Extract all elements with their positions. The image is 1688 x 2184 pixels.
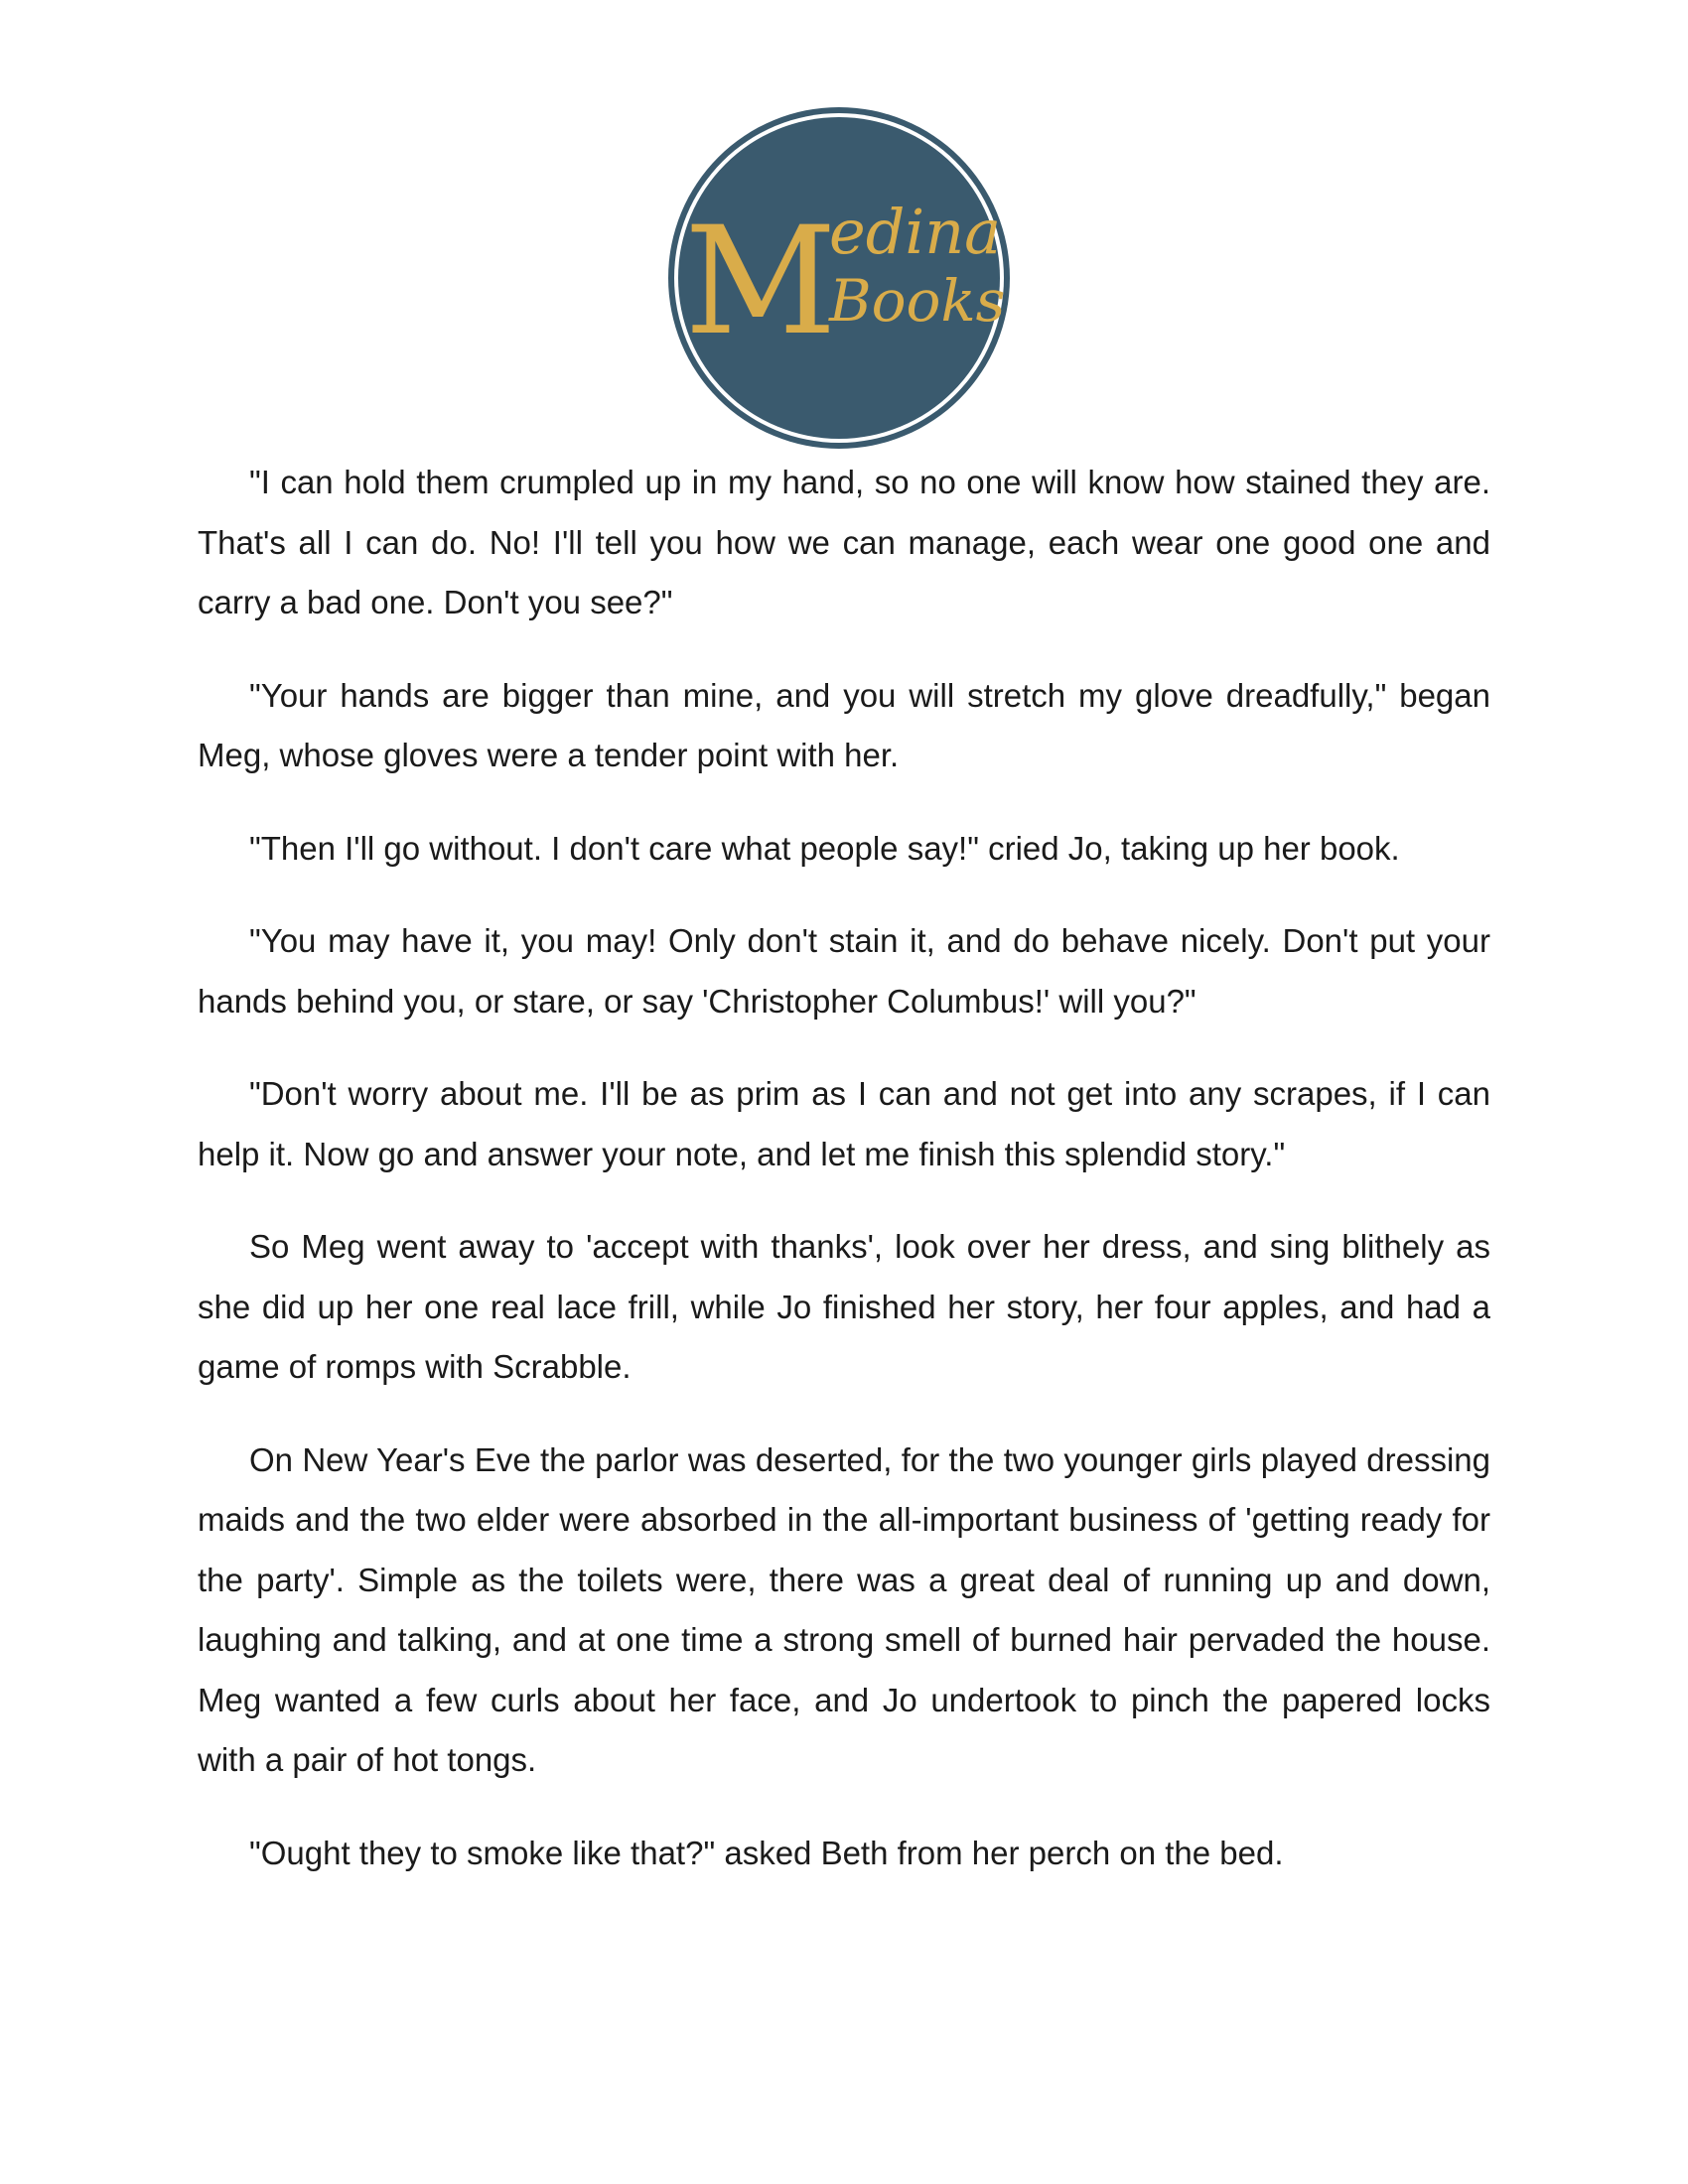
paragraph: "Your hands are bigger than mine, and you will stretch my glove dreadfully," began Meg, whose gloves were a tender point with her. [198, 676, 1490, 773]
paragraph: On New Year's Eve the parlor was deserted, for the two younger girls played dressing maids and the two elder were absorbed in the all-important business of 'getting ready for the party'. Simple as the toilets were, there was a great deal of running up and down, laughing and talking, and at one time a strong smell of burned hair pervaded the house. Meg wanted a few curls about her face, and Jo undertook to pinch the papered locks with a pair of hot tongs. [198, 1440, 1490, 1778]
paragraph: So Meg went away to 'accept with thanks', look over her dress, and sing blithely as she did up her one real lace frill, while Jo finished her story, her four apples, and had a game of romps with Scrabble. [198, 1228, 1490, 1385]
paragraph: "I can hold them crumpled up in my hand, so no one will know how stained they are. That's all I can do. No! I'll tell you how we can manage, each wear one good one and carry a bad one. Don't you see?" [198, 464, 1490, 620]
logo-line1: edina [829, 196, 1002, 268]
medina-books-logo [665, 104, 1013, 452]
paragraph: "Then I'll go without. I don't care what people say!" cried Jo, taking up her book. [249, 829, 1400, 867]
paragraph: "You may have it, you may! Only don't stain it, and do behave nicely. Don't put your hands behind you, or stare, or say 'Christopher Columbus!' will you?" [198, 922, 1490, 1020]
logo-line2: Books [829, 267, 1006, 335]
medina-books-logo-icon [665, 104, 1013, 452]
book-page-body [198, 453, 1490, 1916]
paragraph: "Don't worry about me. I'll be as prim as I can and not get into any scrapes, if I can help it. Now go and answer your note, and let me finish this splendid story." [198, 1075, 1490, 1172]
logo-big-letter: M [684, 196, 837, 368]
paragraph: "Ought they to smoke like that?" asked Beth from her perch on the bed. [249, 1834, 1284, 1871]
